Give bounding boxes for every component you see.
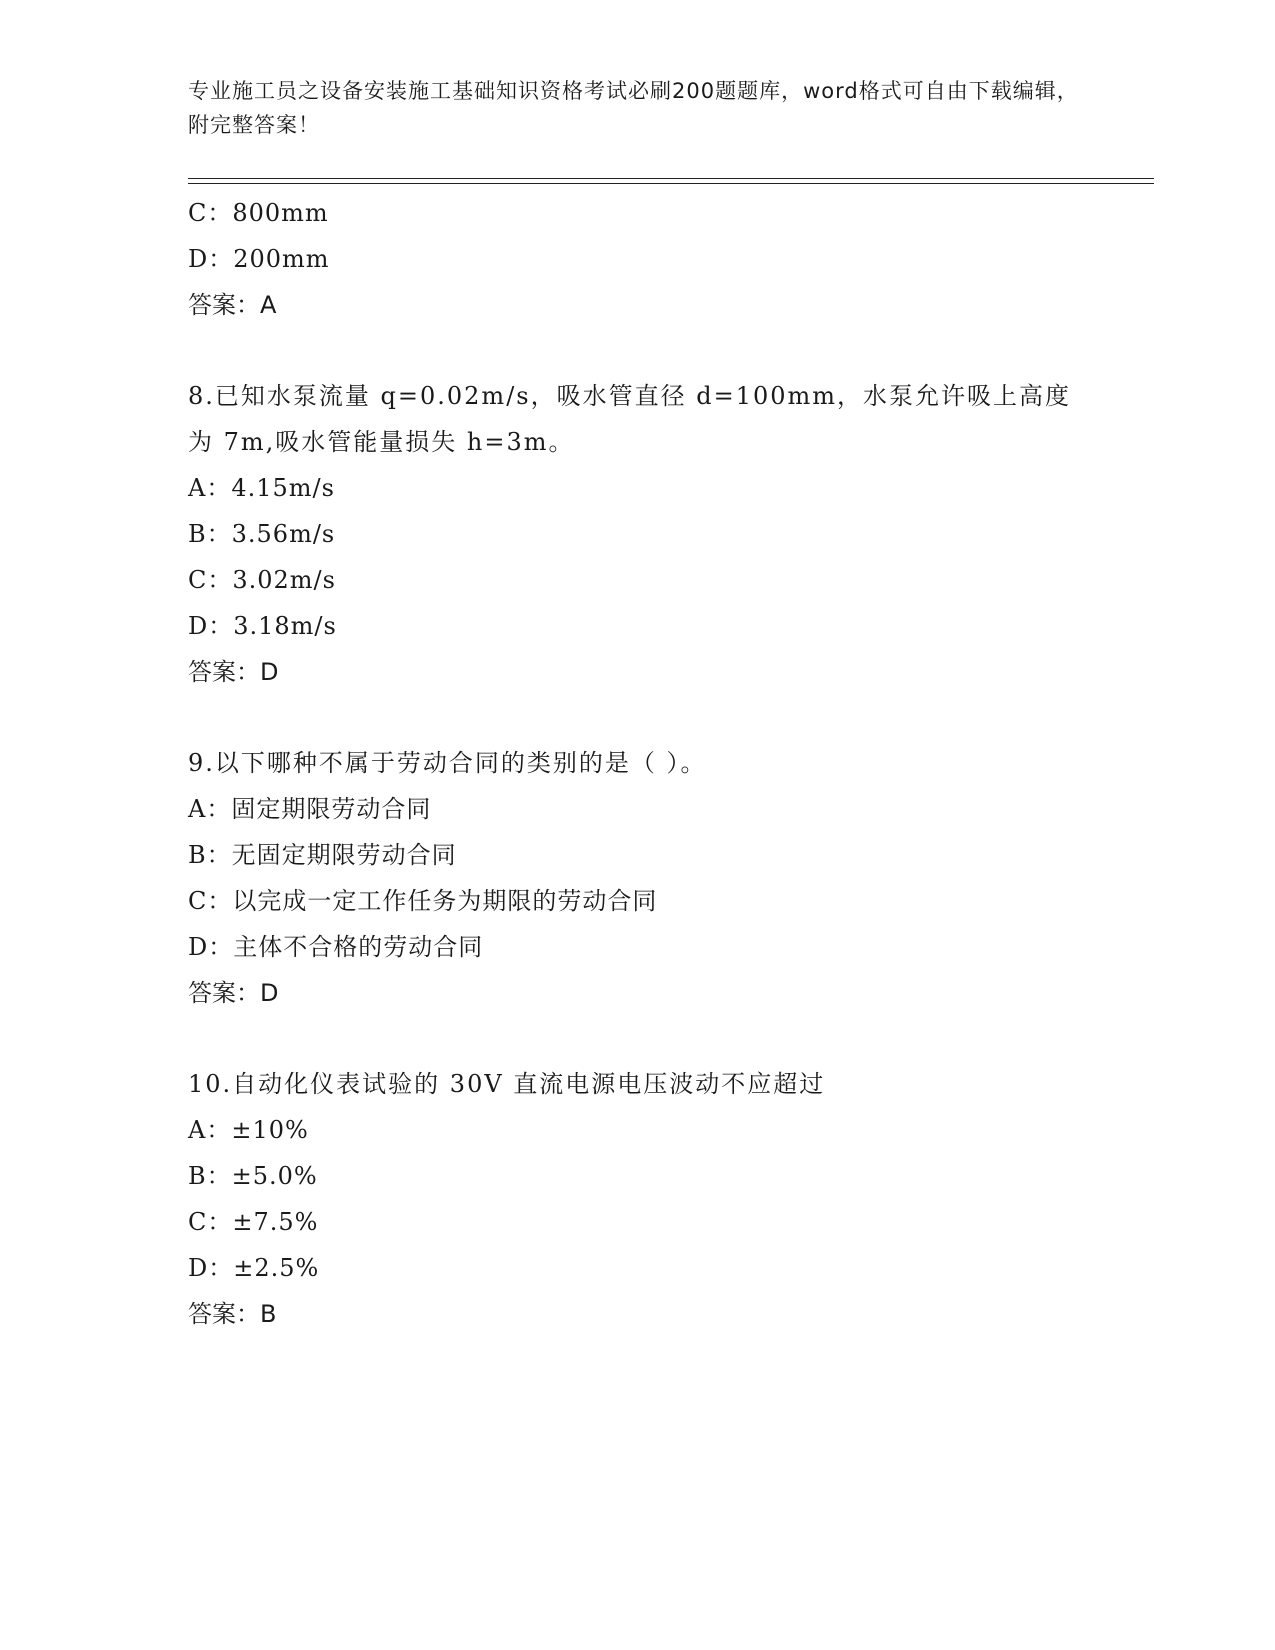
option-d: D：3.18m/s (188, 612, 337, 640)
option-c: C：以完成一定工作任务为期限的劳动合同 (188, 887, 658, 915)
question-7-continued (188, 190, 1148, 328)
header-divider-top (188, 178, 1154, 179)
answer: 答案：A (188, 291, 277, 319)
spacer (188, 695, 1148, 740)
question-stem: 10.自动化仪表试验的 30V 直流电源电压波动不应超过 (188, 1070, 826, 1098)
option-d: D：主体不合格的劳动合同 (188, 933, 484, 961)
option-c: C：3.02m/s (188, 566, 336, 594)
question-stem: 8.已知水泵流量 q=0.02m/s，吸水管直径 d=100mm，水泵允许吸上高度为 7m,吸水管能量损失 h=3m。 (188, 382, 1072, 456)
question-9 (188, 740, 1148, 1016)
question-8 (188, 373, 1148, 695)
header-divider-bottom (188, 183, 1154, 184)
option-b: B：3.56m/s (188, 520, 336, 548)
option-a: A：4.15m/s (188, 474, 335, 502)
page-header-title: 专业施工员之设备安装施工基础知识资格考试必刷200题题库，word格式可自由下载编辑，附完整答案！ (188, 79, 1079, 137)
option-a: A：固定期限劳动合同 (188, 795, 432, 823)
question-stem: 9.以下哪种不属于劳动合同的类别的是（ ）。 (188, 749, 707, 777)
option-a: A：±10% (188, 1116, 309, 1144)
option-b: B：无固定期限劳动合同 (188, 841, 457, 869)
option-c: C：±7.5% (188, 1208, 319, 1236)
answer: 答案：D (188, 979, 279, 1007)
option-d: D：±2.5% (188, 1254, 320, 1282)
option-d: D：200mm (188, 245, 330, 273)
answer: 答案：B (188, 1300, 277, 1328)
option-b: B：±5.0% (188, 1162, 318, 1190)
spacer (188, 328, 1148, 373)
document-body (188, 190, 1148, 1337)
question-10 (188, 1061, 1148, 1337)
answer: 答案：D (188, 658, 279, 686)
spacer (188, 1016, 1148, 1061)
option-c: C：800mm (188, 199, 329, 227)
